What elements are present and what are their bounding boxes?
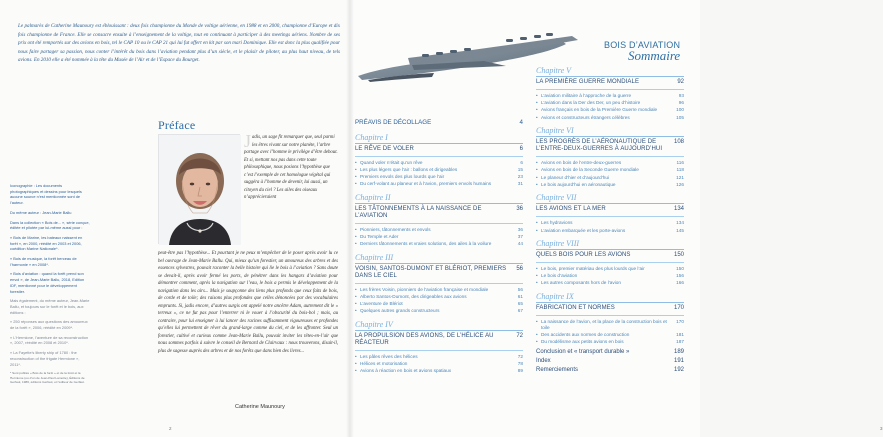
subentry-label: • Hélices et motorisation bbox=[355, 361, 407, 367]
subentry-page: 67 bbox=[517, 308, 523, 314]
chapter-rule bbox=[355, 143, 523, 144]
subentry-page: 31 bbox=[517, 181, 523, 187]
chapter-title-row[interactable] bbox=[355, 266, 523, 280]
subentry-label: • Le bois aujourd’hui en aéronautique bbox=[536, 182, 616, 188]
subentry-label: • L’aventure de Blériot bbox=[355, 301, 403, 307]
subentry-label: • Quelques autres grands constructeurs bbox=[355, 308, 439, 314]
preface-first-column bbox=[244, 131, 338, 202]
subentry-page: 187 bbox=[676, 339, 684, 345]
subentry[interactable] bbox=[536, 273, 684, 279]
subentry-label: • Des accidents aux normes de construction bbox=[536, 332, 629, 338]
same-author-label: Du même auteur : Jean-Marie Ballu bbox=[10, 209, 72, 215]
chapter-title: LES TÂTONNEMENTS À LA NAISSANCE DE L’AVIATION bbox=[355, 205, 482, 219]
chapter-label: Chapitre VI bbox=[536, 126, 574, 136]
chapter-page: 134 bbox=[673, 206, 684, 213]
chapter-label: Chapitre I bbox=[355, 132, 388, 142]
toc-end-entry[interactable] bbox=[536, 367, 684, 374]
chapter-rule bbox=[536, 76, 684, 77]
subentry-label: • L’aviation dans la Der des Der, un peu d’histoire bbox=[536, 100, 640, 106]
subentry-label: • Du Temple et Ader bbox=[355, 234, 398, 240]
chapter-label: Chapitre V bbox=[536, 66, 572, 75]
chapter-title: LA PREMIÈRE GUERRE MONDIALE bbox=[536, 79, 640, 85]
subentry-page: 96 bbox=[678, 100, 684, 106]
chapter-subitems bbox=[355, 156, 523, 187]
book-title: BOIS D’AVIATION bbox=[604, 40, 681, 50]
subentry-label: • Les plus légers que l’air : ballons et dirigeables bbox=[355, 167, 457, 173]
subentry-label: • Avions et constructeurs étrangers célèbres bbox=[536, 115, 630, 121]
sidebar-footnote: * Sont publiés « Bois de la forêt » et de la forêt et la Hermione (ou d’un de Jean-Paul Lamotte), Éditions de Gerfaut, 1986, éditions Gerfaut, et l’éditeur de Gerfaut. bbox=[10, 371, 85, 385]
chapter-subitems bbox=[536, 262, 684, 286]
subentry-page: 166 bbox=[676, 280, 684, 286]
chapter-title: LES AVIONS ET LA MER bbox=[536, 206, 606, 213]
book-entry: « L’Hermione, l’aventure de sa reconstruction », 2007, réédité en 2008 et 2010*. bbox=[10, 334, 89, 346]
subentry[interactable] bbox=[536, 220, 684, 226]
subentry-label: • Pionniers, tâtonnements et envols bbox=[355, 227, 431, 233]
chapter-subitems bbox=[536, 156, 684, 187]
chapter-label: Chapitre III bbox=[355, 252, 394, 262]
chapter-page: 6 bbox=[519, 145, 523, 152]
subentry-label: • Quand voler n’était qu’un rêve bbox=[355, 160, 423, 166]
chapter-page: 36 bbox=[516, 205, 523, 212]
subentry[interactable] bbox=[536, 107, 684, 113]
credits-sidebar bbox=[10, 183, 90, 389]
subentry-label: • Les pâles rêves des hélices bbox=[355, 354, 418, 360]
chapter-subitems bbox=[355, 350, 523, 374]
subentry-page: 65 bbox=[517, 301, 523, 306]
chapter-label: Chapitre II bbox=[355, 192, 391, 202]
toc-chapter bbox=[355, 320, 523, 374]
book-brand bbox=[604, 40, 680, 61]
end-entry-label: Index bbox=[536, 357, 551, 364]
subentry-label: • Alberto Santos-Dumont, des dirigeables aux avions bbox=[355, 294, 467, 300]
subentry-page: 44 bbox=[517, 241, 523, 247]
book-entry: « Bois de musique, la forêt berceau de l’harmonie » en 2008*. bbox=[10, 256, 77, 267]
subentry-label: • L’aviation militaire à l’approche de la guerre bbox=[536, 93, 631, 99]
chapter-title-row[interactable] bbox=[536, 139, 684, 153]
subentry-label: • Avions en bois de l’entre-deux-guerres bbox=[536, 160, 621, 166]
subentry[interactable] bbox=[536, 266, 684, 272]
author-portrait bbox=[158, 134, 240, 244]
toc-chapter bbox=[536, 193, 684, 233]
subentry[interactable] bbox=[355, 167, 523, 173]
chapter-label: Chapitre IV bbox=[355, 319, 393, 329]
chapter-title-row[interactable] bbox=[355, 333, 523, 347]
subentry-page: 181 bbox=[676, 331, 684, 337]
subentry-label: • Derniers tâtonnements et vraies solutions, des ailes à la voilure bbox=[355, 241, 491, 247]
chapter-title-row[interactable] bbox=[536, 206, 684, 213]
collection-note: Dans la collection « Bois de... », série conçue, éditée et pilotée par lui-même aussi pour : bbox=[10, 219, 90, 231]
subentry-page: 6 bbox=[520, 159, 523, 165]
drop-cap: J bbox=[244, 131, 252, 151]
subentry-page: 105 bbox=[676, 114, 684, 120]
subentry-page: 134 bbox=[676, 220, 684, 226]
subentry[interactable] bbox=[536, 319, 684, 330]
chapter-title: LES PROGRÈS DE L’AÉRONAUTIQUE DE L’ENTRE-DEUX-GUERRES À AUJOURD’HUI bbox=[536, 139, 663, 153]
subentry-page: 23 bbox=[517, 173, 523, 179]
chapter-title-row[interactable] bbox=[355, 206, 523, 220]
subentry-label: • Avions à réaction en bois et avions spatiaux bbox=[355, 368, 451, 374]
left-page bbox=[0, 0, 350, 437]
chapter-label: Chapitre VII bbox=[536, 193, 577, 203]
end-entry-label: Remerciements bbox=[536, 366, 579, 373]
subentry-page: 78 bbox=[517, 360, 523, 366]
subentry[interactable] bbox=[355, 294, 523, 300]
subentry[interactable] bbox=[536, 167, 684, 173]
toc-entry-label: PRÉAVIS DE DÉCOLLAGE bbox=[355, 119, 432, 126]
subentry-page: 121 bbox=[676, 174, 684, 180]
chapter-title: FABRICATION ET NORMES bbox=[536, 305, 615, 312]
subentry-label: • Les hydravions bbox=[536, 220, 573, 226]
subentry[interactable] bbox=[355, 241, 523, 247]
chapter-rule bbox=[536, 249, 684, 250]
right-page-number: 3 bbox=[880, 426, 883, 431]
end-entry-page: 189 bbox=[673, 348, 684, 355]
end-entry-page: 192 bbox=[673, 366, 684, 373]
end-entry-page: 191 bbox=[673, 357, 684, 364]
subentry-page: 116 bbox=[676, 160, 684, 166]
chapter-subitems bbox=[355, 283, 523, 314]
toc-chapter bbox=[536, 66, 684, 120]
toc-chapter bbox=[355, 253, 523, 314]
chapter-rule bbox=[355, 263, 523, 264]
chapter-subitems bbox=[536, 89, 684, 120]
subentry[interactable] bbox=[355, 301, 523, 307]
chapter-page: 56 bbox=[516, 265, 523, 272]
subentry-label: • La naissance de l’avion, et la place de la construction bois et toile bbox=[536, 319, 676, 330]
preface-body-text: peut-être pas l’hypothèse... Et pourtant je ne peux m’empêcher de le poser après avoir lu ce bel ouvrage de Jean-Marie Ballu. Qui, mieux qu’un forestier, un amoureux des arbres et des essences sylvestres, pouvait raconter la belle histoire qui lie le bois à l’aviation ? Sans doute se devait-il, après avoir fermé les ports, de pénétrer dans les hangars d’aviation pour démontrer comment, après la navigation sur l’eau, le bois a permis le développement de la navigation dans les airs... Mais je soupçonne des liens plus profonds que ceux faits de bois, de corde et de toile; des raisons plus profondes que celles dénoncées par des vocabulaires emprunts. Si, jadis encore, d’autres surgis ont appelé notre ancêtre Adam, autrement dit le « terreux », ce ne fut pas pour l’enterrer ni le vouer à l’obscurité du bois-bol ; mais, au contraire, pour lui enseigner à lui lancer des racines suffisamment vigoureuses et profondes qu’elles lui permettent de rêver du grand-large comme du ciel, et de les affronter. Seul un forestier, cultivé et curieux comme Jean-Marie Ballu, pouvait inviter les têtes-en-l’air que nous sommes parfois à suivre le conseil de Bernard de Clairvaux : nous trouverons, disait-il, plus de sagesse auprès des arbres et de nos forêts que dans bien des livres... bbox=[158, 251, 338, 354]
subentry[interactable] bbox=[536, 175, 684, 181]
author-intro-paragraph: Le palmarès de Catherine Maunoury est éblouissant : deux fois championne du Monde de voltige aérienne, en 1988 et en 2000, championne d’Europe et dix fois championne de France. Elle se consacre ensuite à l’enseignement de la voltige, tout en continuant à participer à des meetings aériens. Nombre de ses prix ont été remportés sur des avions en bois, tel le CAP 10 ou le CAP 21 qui lui fut offert en kit par son mari Dominique. Elle est donc la plus qualifiée pour nous faire partager sa passion, nous conter l’intérêt du bois dans l’aviation pendant plus d’un siècle, et le plaisir de piloter, au plus haut niveau, de tels avions. En 2010 elle a été nommée à la tête du Musée de l’Air et de l’Espace du Bourget. bbox=[18, 23, 340, 64]
chapter-subitems bbox=[355, 223, 523, 247]
subentry[interactable] bbox=[536, 332, 684, 338]
subentry[interactable] bbox=[355, 181, 523, 187]
subentry[interactable] bbox=[536, 115, 684, 121]
subentry[interactable] bbox=[355, 234, 523, 240]
subentry-page: 150 bbox=[676, 266, 684, 272]
subentry-label: • Du modélisme aux petits avions en bois bbox=[536, 339, 624, 345]
chapter-title: VOISIN, SANTOS-DUMONT ET BLÉRIOT, PREMIERS DANS LE CIEL bbox=[355, 265, 507, 279]
subentry-label: • L’aviation embarquée et les porte-avions bbox=[536, 228, 625, 234]
subentry[interactable] bbox=[355, 160, 523, 166]
chapter-page: 108 bbox=[673, 139, 684, 146]
subentry-page: 100 bbox=[676, 107, 684, 113]
chapter-rule bbox=[536, 302, 684, 303]
chapter-label: Chapitre IX bbox=[536, 292, 574, 302]
subentry[interactable] bbox=[536, 228, 684, 234]
chapter-page: 150 bbox=[673, 252, 684, 259]
end-entry-label: Conclusion et « transport durable » bbox=[536, 348, 630, 355]
subentry[interactable] bbox=[536, 93, 684, 99]
subentry-label: • Avions français en bois de la Première Guerre mondiale bbox=[536, 107, 657, 113]
subentry[interactable] bbox=[536, 339, 684, 345]
subentry[interactable] bbox=[355, 287, 523, 293]
subentry-label: • Du cerf-volant au planeur et à l’avion, premiers envols humains bbox=[355, 181, 491, 187]
book-entry: « 250 réponses aux questions des amoureux de la forêt », 2006, réédité en 2009*. bbox=[10, 319, 88, 331]
toc-entry-page: 4 bbox=[519, 119, 523, 126]
subentry-label: • Avions en bois de la Seconde Guerre mondiale bbox=[536, 167, 639, 173]
subentry-label: • Le bois, premier matériau des plus lourds que l’air bbox=[536, 266, 645, 272]
toc-column-left bbox=[355, 120, 523, 378]
chapter-rule bbox=[536, 203, 684, 204]
subentry-label: • Les frères Voisin, pionniers de l’aviation française et mondiale bbox=[355, 287, 488, 293]
chapter-label: Chapitre VIII bbox=[536, 239, 580, 249]
subentry-page: 61 bbox=[517, 293, 523, 299]
toc-chapter bbox=[536, 239, 684, 286]
iconography-credits: Iconographie : Les documents photographiques et dessins pour lesquels aucune source n’est mentionnée sont de l’auteur. bbox=[10, 183, 82, 206]
subentry[interactable] bbox=[536, 160, 684, 166]
chapter-title-row[interactable] bbox=[536, 305, 684, 312]
toc-entry[interactable] bbox=[355, 120, 523, 127]
subentry-page: 170 bbox=[676, 319, 684, 325]
subentry-label: • Les autres composants hors de l’avion bbox=[536, 280, 621, 286]
subentry-page: 93 bbox=[678, 93, 684, 98]
subentry-page: 37 bbox=[517, 233, 523, 239]
toc-end-entry[interactable] bbox=[536, 349, 684, 356]
chapter-title-row[interactable] bbox=[536, 79, 684, 86]
toc-chapter bbox=[355, 133, 523, 187]
subentry-label: • Le bois d’aviation bbox=[536, 273, 577, 279]
subentry-page: 156 bbox=[676, 273, 684, 279]
toc-chapter bbox=[536, 292, 684, 345]
chapter-title: LA PROPULSION DES AVIONS, DE L’HÉLICE AU RÉACTEUR bbox=[355, 332, 494, 346]
toc-end-entry[interactable] bbox=[536, 358, 684, 365]
contents-heading: Sommaire bbox=[627, 48, 681, 63]
subentry-page: 118 bbox=[676, 167, 684, 173]
subentry[interactable] bbox=[355, 174, 523, 180]
subentry[interactable] bbox=[536, 100, 684, 106]
subentry[interactable] bbox=[536, 280, 684, 286]
chapter-page: 72 bbox=[516, 332, 523, 339]
chapter-subitems bbox=[536, 315, 684, 345]
subentry-label: • Premiers envols des plus lourds que l’air bbox=[355, 174, 444, 180]
preface-signature: Catherine Maunoury bbox=[235, 404, 285, 410]
subentry[interactable] bbox=[355, 308, 523, 314]
chapter-rule bbox=[355, 203, 523, 204]
chapter-title: QUELS BOIS POUR LES AVIONS bbox=[536, 252, 631, 259]
chapter-page: 92 bbox=[677, 79, 684, 85]
other-books-label: Mais également, du même auteur, Jean-Marie Ballu, et toujours sur le forêt et le bois, aux éditions : bbox=[10, 298, 90, 315]
book-entry: « Bois de Marine, les bateaux naissent en forêt », en 2000, réédité en 2003 et 2006, coédition Marine Nationale*. bbox=[10, 234, 83, 252]
subentry-page: 36 bbox=[517, 226, 523, 232]
book-entry: « Bois d’aviation : quand la forêt prend son envol », de Jean-Marie Ballu, 2018, Edition IDF, mentionné pour le développement forestier. bbox=[10, 271, 85, 294]
left-page-number: 2 bbox=[169, 426, 172, 431]
subentry[interactable] bbox=[355, 227, 523, 233]
subentry[interactable] bbox=[355, 354, 523, 360]
chapter-subitems bbox=[536, 216, 684, 233]
chapter-rule bbox=[536, 136, 684, 137]
subentry-page: 89 bbox=[517, 368, 523, 374]
toc-column-right bbox=[536, 60, 684, 374]
subentry-page: 126 bbox=[676, 181, 684, 187]
subentry[interactable] bbox=[355, 361, 523, 367]
chapter-page: 170 bbox=[673, 305, 684, 312]
chapter-title-row[interactable] bbox=[536, 252, 684, 259]
toc-chapter bbox=[355, 193, 523, 247]
subentry-page: 56 bbox=[517, 286, 523, 292]
subentry-page: 145 bbox=[676, 227, 684, 233]
subentry[interactable] bbox=[536, 182, 684, 188]
subentry[interactable] bbox=[355, 368, 523, 374]
chapter-rule bbox=[355, 330, 523, 331]
subentry-page: 72 bbox=[517, 353, 523, 359]
preface-opening-text: adis, un sage fit remarquer que, seul parmi les êtres vivant sur notre planète, l’arbre partage avec l’homme le privilège d’être debout. Et si, mettant nos pas dans cette toute philosophique, nous posions l’hypothèse que c’est l’exemple de cet homologue végétal qui suggéra à l’homme de devenir, lui aussi, un citoyen du ciel ? Les ailes des oiseaux n’apprécieraient bbox=[244, 135, 338, 200]
chapter-title-row[interactable] bbox=[355, 146, 523, 153]
toc-chapter bbox=[536, 126, 684, 187]
subentry-page: 15 bbox=[517, 166, 523, 172]
chapter-title: LE RÊVE DE VOLER bbox=[355, 145, 414, 152]
portrait-illustration bbox=[159, 135, 241, 245]
subentry-label: • Le planeur d’hier et d’aujourd’hui bbox=[536, 175, 609, 181]
book-entry: « La Fayette’s liberty ship of 1780 : the reconstruction of the frigate Hermione », 2011*. bbox=[10, 350, 80, 367]
preface-heading: Préface bbox=[158, 118, 196, 132]
